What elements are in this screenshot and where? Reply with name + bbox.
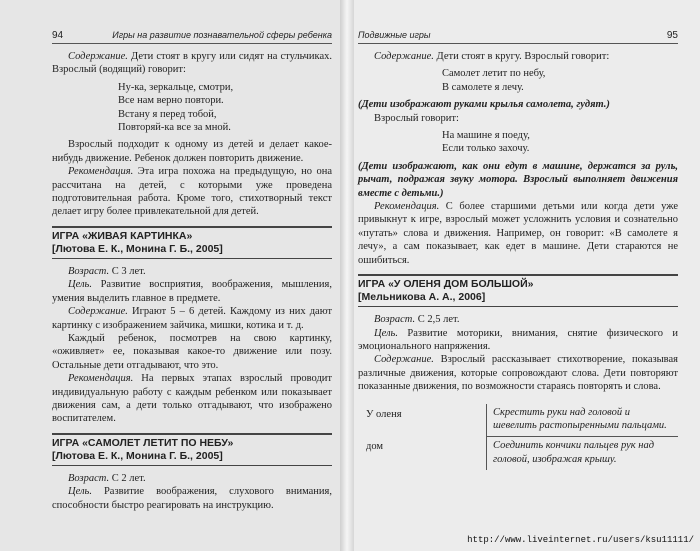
paragraph: Содержание. Дети стоят в кругу или сидят на стульчиках. Взрослый (водящий) говорит: <box>52 51 332 76</box>
poem-airplane <box>442 67 678 94</box>
table-cell-action: Соединить кончики пальцев рук над головой, изображая крышу. <box>486 436 678 470</box>
poem-line: Самолет летит по небу, <box>442 68 546 80</box>
right-page <box>346 0 700 551</box>
poem-line: В самолете я лечу. <box>442 81 524 93</box>
watermark-url: http://www.liveinternet.ru/users/ksu11111/ <box>467 535 694 545</box>
paragraph: Цель. Развитие моторики, внимания, снятие физического и эмоционального напряжения. <box>358 327 678 352</box>
poem-line: Встану я перед тобой, <box>118 108 217 120</box>
page-number-right: 95 <box>666 30 678 41</box>
table-cell-action: Скрестить руки над головой и шевелить растопыренными пальцами. <box>486 404 678 437</box>
poem-line: Все нам верно повтори. <box>118 95 224 107</box>
paragraph: Содержание. Взрослый рассказывает стихотворение, показывая различные движения, которые сопровождают слова. Дети повторяют показанные движения, по возможности стараясь повторять и слова. <box>358 354 678 393</box>
game-authors: [Мельникова А. А., 2006] <box>358 291 486 304</box>
game-authors: [Лютова Е. К., Монина Г. Б., 2005] <box>52 242 223 255</box>
game-heading <box>52 433 332 466</box>
page-number-left: 94 <box>52 30 64 41</box>
paragraph: Взрослый подходит к одному из детей и делает какое-нибудь движение. Ребенок должен повторить движение. <box>52 139 332 164</box>
table-cell-word: дом <box>366 441 384 453</box>
stage-direction: (Дети изображают, как они едут в машине, держатся за руль, рычат, подражая звуку мотора. Взрослый выполняет движения вместе с детьми.) <box>358 160 678 199</box>
poem-mirror <box>118 81 332 135</box>
game-authors: [Лютова Е. К., Монина Г. Б., 2005] <box>52 449 223 462</box>
paragraph: Каждый ребенок, посмотрев на свою картинку, «оживляет» ее, показывая какое-то движение или позу. Остальные дети отгадывают, что это. <box>52 332 332 371</box>
paragraph: Содержание. Играют 5 – 6 детей. Каждому из них дают картинку с изображением зайчика, мишки, котика и т. д. <box>52 306 332 331</box>
poem-line: Если только захочу. <box>442 143 530 155</box>
poem-line: Повторяй-ка все за мной. <box>118 122 231 134</box>
running-title-left: Игры на развитие познавательной сферы ребенка <box>112 30 332 40</box>
running-header-right <box>358 30 678 44</box>
table-cell-word: У оленя <box>366 408 402 420</box>
game-title: ИГРА «ЖИВАЯ КАРТИНКА» <box>52 229 193 242</box>
left-page <box>0 0 346 551</box>
poem-line: Ну-ка, зеркальце, смотри, <box>118 81 234 93</box>
paragraph: Цель. Развитие восприятия, воображения, мышления, умения выделить главное в предмете. <box>52 279 332 304</box>
game-title: ИГРА «САМОЛЕТ ЛЕТИТ ПО НЕБУ» <box>52 436 234 449</box>
game-title: ИГРА «У ОЛЕНЯ ДОМ БОЛЬШОЙ» <box>358 278 534 291</box>
movement-table <box>358 404 678 471</box>
paragraph: Цель. Развитие воображения, слухового внимания, способности быстро реагировать на инструкцию. <box>52 486 332 511</box>
paragraph: Взрослый говорит: <box>374 112 459 124</box>
poem-line: На машине я поеду, <box>442 130 530 142</box>
paragraph: Возраст. С 3 лет. <box>68 265 146 277</box>
stage-direction: (Дети изображают руками крылья самолета, гудят.) <box>358 99 610 111</box>
paragraph: Рекомендация. С более старшими детьми или когда дети уже привыкнут к игре, взрослый может усложнить условия и сознательно «путать» слова и движения. Например, он говорит: «В самолете я лечу», а сам показывает, как едет в машине. Дети стараются не ошибиться. <box>358 201 678 266</box>
book-gutter <box>340 0 354 551</box>
paragraph: Содержание. Дети стоят в кругу. Взрослый говорит: <box>374 51 610 62</box>
paragraph: Возраст. С 2 лет. <box>68 472 146 484</box>
running-header-left <box>52 30 332 44</box>
paragraph: Рекомендация. Эта игра похожа на предыдущую, но она рассчитана на детей, с которыми уже проведена подготовительная работа. Кроме того, стихотворный текст делает игру более привлекательной для детей. <box>52 166 332 218</box>
poem-car <box>442 129 678 156</box>
game-heading <box>358 274 678 307</box>
game-heading <box>52 226 332 259</box>
paragraph: Возраст. С 2,5 лет. <box>374 314 460 326</box>
paragraph: Рекомендация. На первых этапах взрослый проводит индивидуальную работу с каждым ребенком или показывает движения сам, а дети только отгадывают, что изображено воспитателем. <box>52 373 332 425</box>
running-title-right: Подвижные игры <box>358 30 431 40</box>
